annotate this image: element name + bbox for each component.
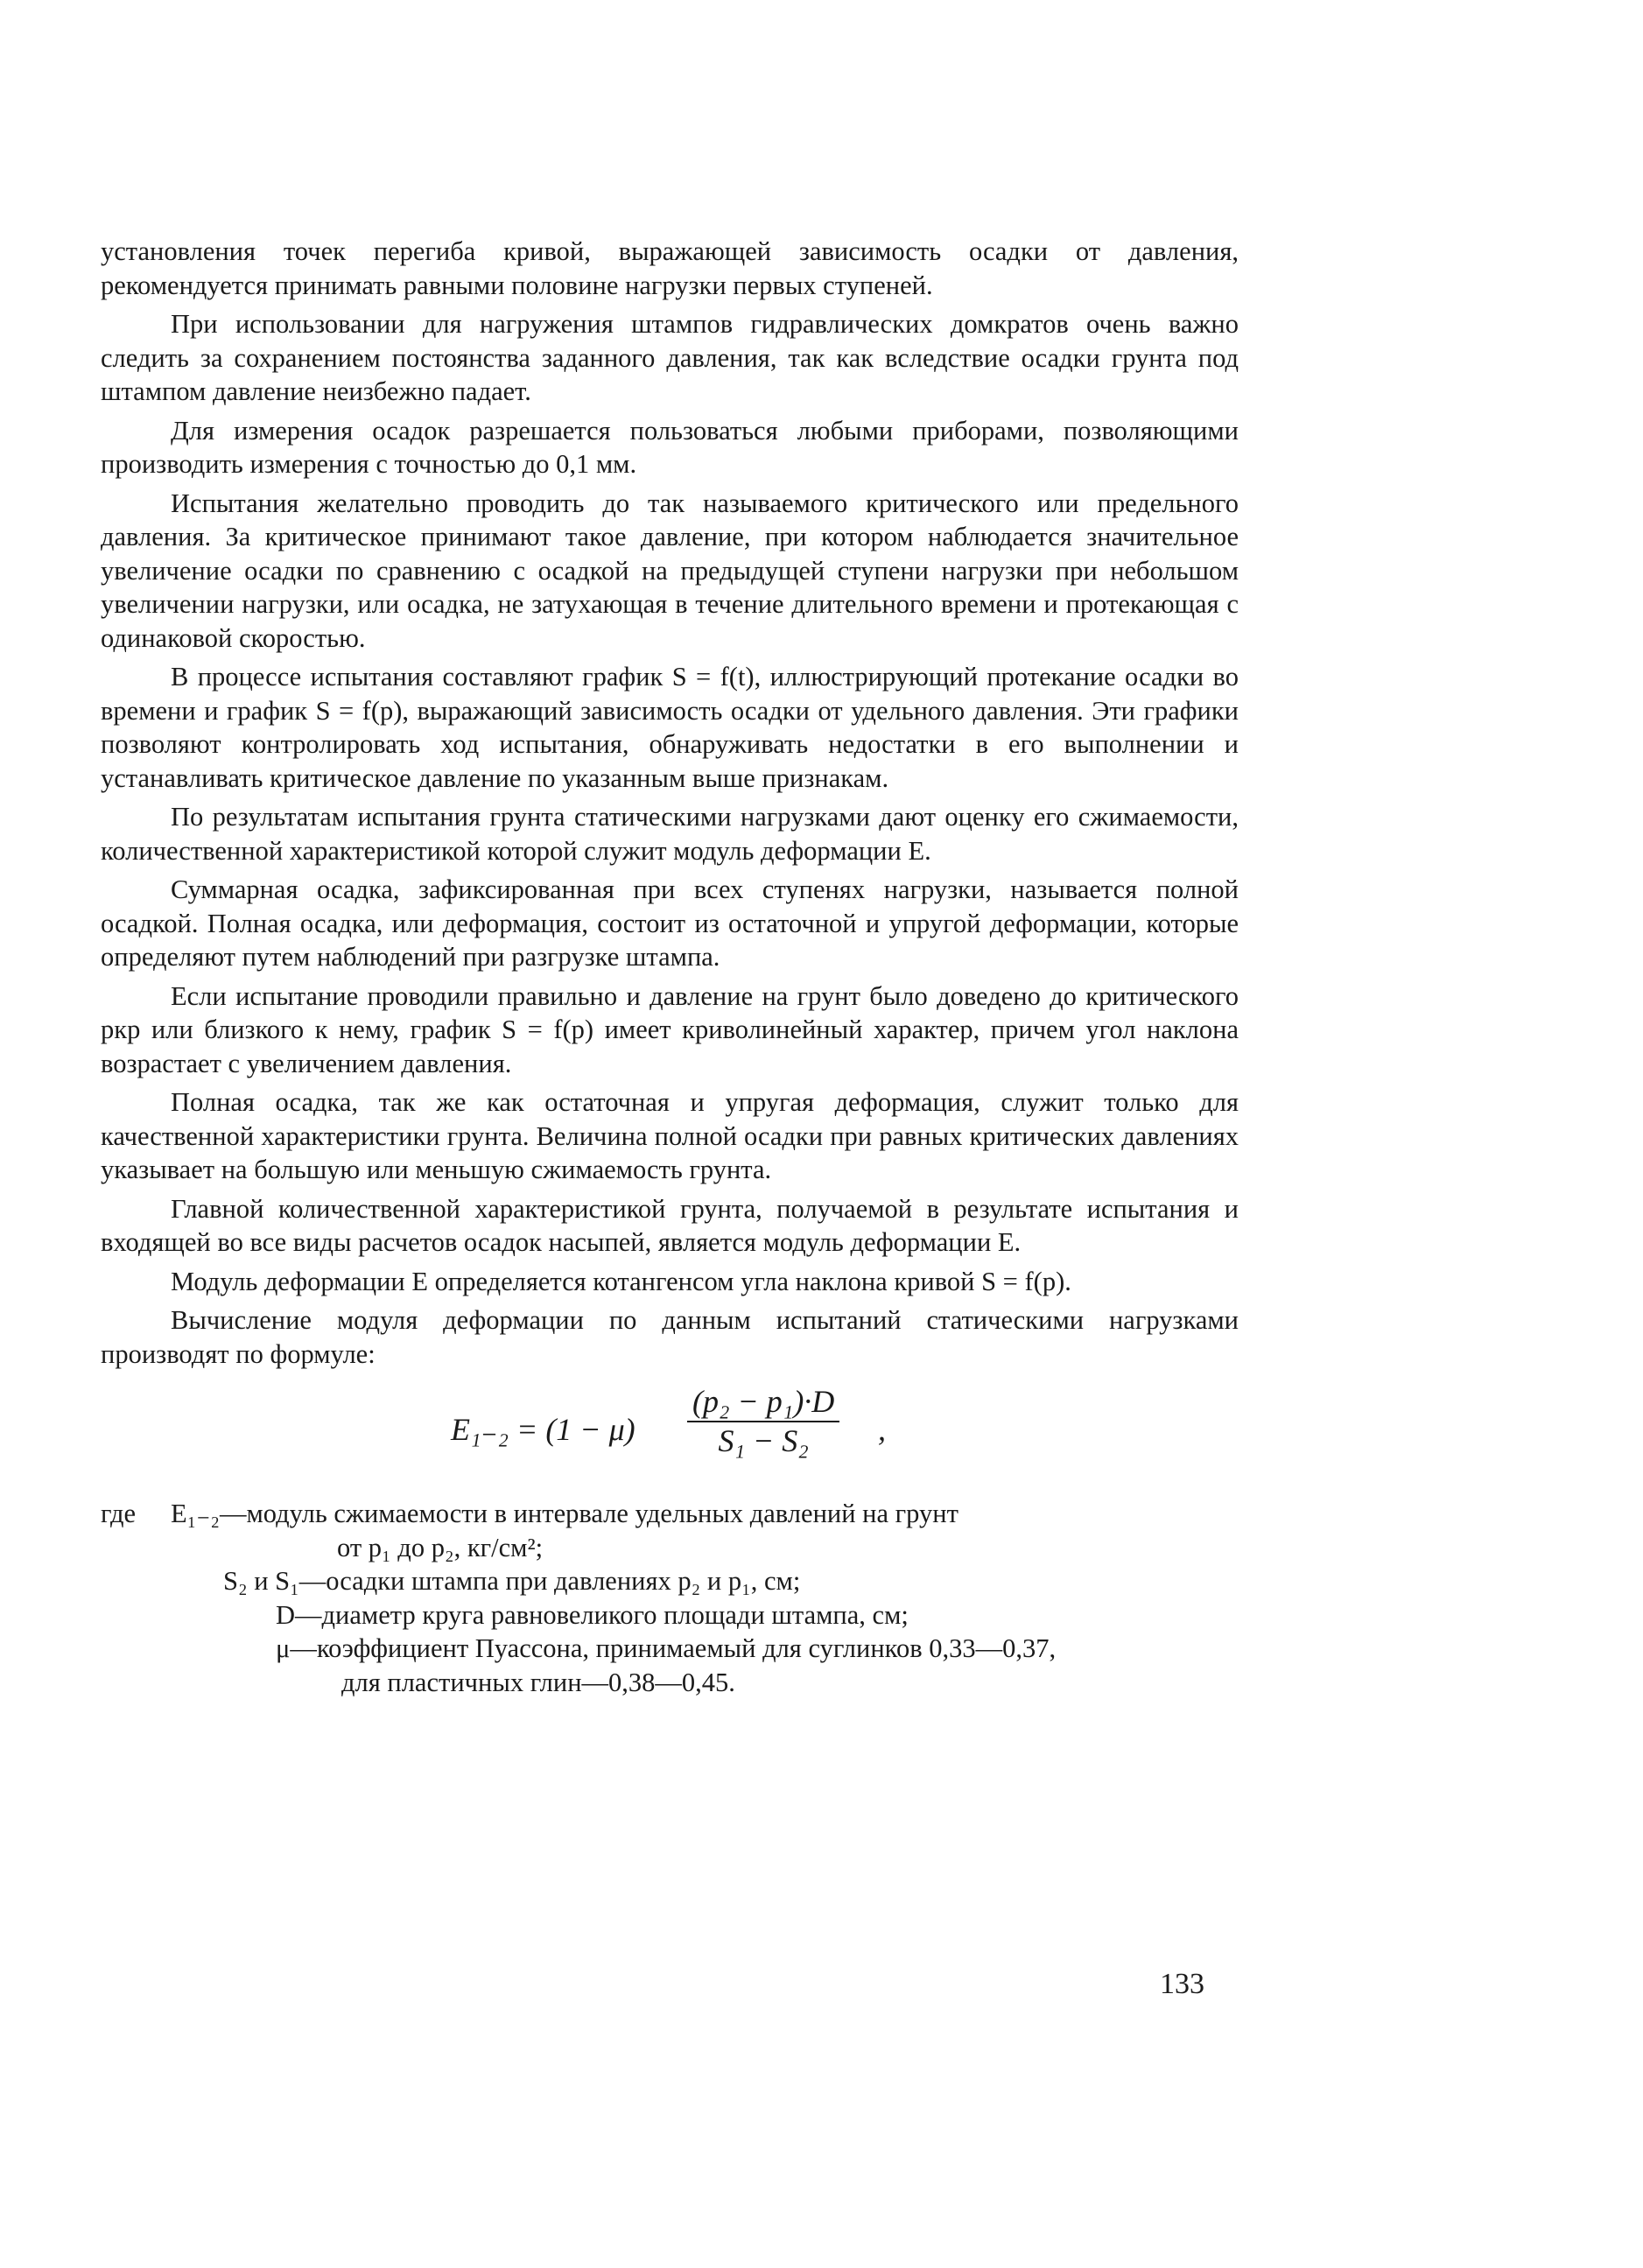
- definition-e-line1: E₁₋₂—модуль сжимаемости в интервале удельных давлений на грунт: [171, 1499, 958, 1528]
- definition-mu-line2: для пластичных глин—0,38—0,45.: [341, 1667, 735, 1697]
- formula-comma: ,: [878, 1412, 886, 1447]
- formula-lhs: E₁₋₂ = (1 − μ): [451, 1412, 635, 1447]
- formula-definitions: [101, 1497, 1239, 1699]
- paragraph: В процессе испытания составляют график S = f(t), иллюстрирующий протекание осадки во времени и график S = f(p), выражающий зависимость осадки от удельного давления. Эти графики позволяют контролировать ход испытания, обнаруживать недостатки в его выполнении и устанавливать критическое давление по указанным выше признакам.: [101, 662, 1239, 793]
- formula-numerator: (p₂ − p₁)·D: [687, 1385, 839, 1422]
- paragraph: По результатам испытания грунта статическими нагрузками дают оценку его сжимаемости, количественной характеристикой которой служит модуль деформации E.: [101, 802, 1239, 866]
- paragraph: Для измерения осадок разрешается пользоваться любыми приборами, позволяющими производить измерения с точностью до 0,1 мм.: [101, 415, 1239, 479]
- deformation-modulus-formula: [101, 1385, 1239, 1490]
- paragraph: Если испытание проводили правильно и давление на грунт было доведено до критического pкр или близкого к нему, график S = f(p) имеет криволинейный характер, причем угол наклона возрастает с увеличением давления.: [101, 980, 1239, 1078]
- definition-mu-line1: μ—коэффициент Пуассона, принимаемый для суглинков 0,33—0,37,: [276, 1633, 1057, 1663]
- formula-fraction: [687, 1385, 839, 1457]
- definition-e: [101, 1497, 1239, 1564]
- paragraph: При использовании для нагружения штампов гидравлических домкратов очень важно следить за сохранением постоянства заданного давления, так как вследствие осадки грунта под штампом давление неизбежно падает.: [101, 309, 1239, 406]
- page-number: 133: [1160, 1968, 1204, 2000]
- body-text: [101, 235, 1239, 1699]
- paragraph: установления точек перегиба кривой, выражающей зависимость осадки от давления, рекомендуется принимать равными половине нагрузки первых ступеней.: [101, 236, 1239, 300]
- definition-d: D—диаметр круга равновеликого площади штампа, см;: [276, 1599, 909, 1630]
- definition-e-line2: от p₁ до p₂, кг/см²;: [337, 1532, 544, 1562]
- paragraph: Главной количественной характеристикой грунта, получаемой в результате испытания и входящей во все виды расчетов осадок насыпей, является модуль деформации E.: [101, 1193, 1239, 1257]
- definition-s: S₂ и S₁—осадки штампа при давлениях p₂ и p₁, см;: [223, 1566, 801, 1596]
- paragraph: Вычисление модуля деформации по данным испытаний статическими нагрузками производят по формуле:: [101, 1305, 1239, 1369]
- paragraph: Испытания желательно проводить до так называемого критического или предельного давления. За критическое принимают такое давление, при котором наблюдается значительное увеличение осадки по сравнению с осадкой на предыдущей ступени нагрузки при небольшом увеличении нагрузки, или осадка, не затухающая в течение длительного времени и протекающая с одинаковой скоростью.: [101, 488, 1239, 653]
- paragraph: Полная осадка, так же как остаточная и упругая деформация, служит только для качественной характеристики грунта. Величина полной осадки при равных критических давлениях указывает на большую или меньшую сжимаемость грунта.: [101, 1087, 1239, 1184]
- paragraph: Модуль деформации E определяется котангенсом угла наклона кривой S = f(p).: [171, 1266, 1071, 1296]
- where-word: где: [101, 1499, 137, 1528]
- paragraph: Суммарная осадка, зафиксированная при всех ступенях нагрузки, называется полной осадкой. Полная осадка, или деформация, состоит из остаточной и упругой деформации, которые определяют путем наблюдений при разгрузке штампа.: [101, 874, 1239, 972]
- formula-denominator: S₁ − S₂: [718, 1422, 809, 1458]
